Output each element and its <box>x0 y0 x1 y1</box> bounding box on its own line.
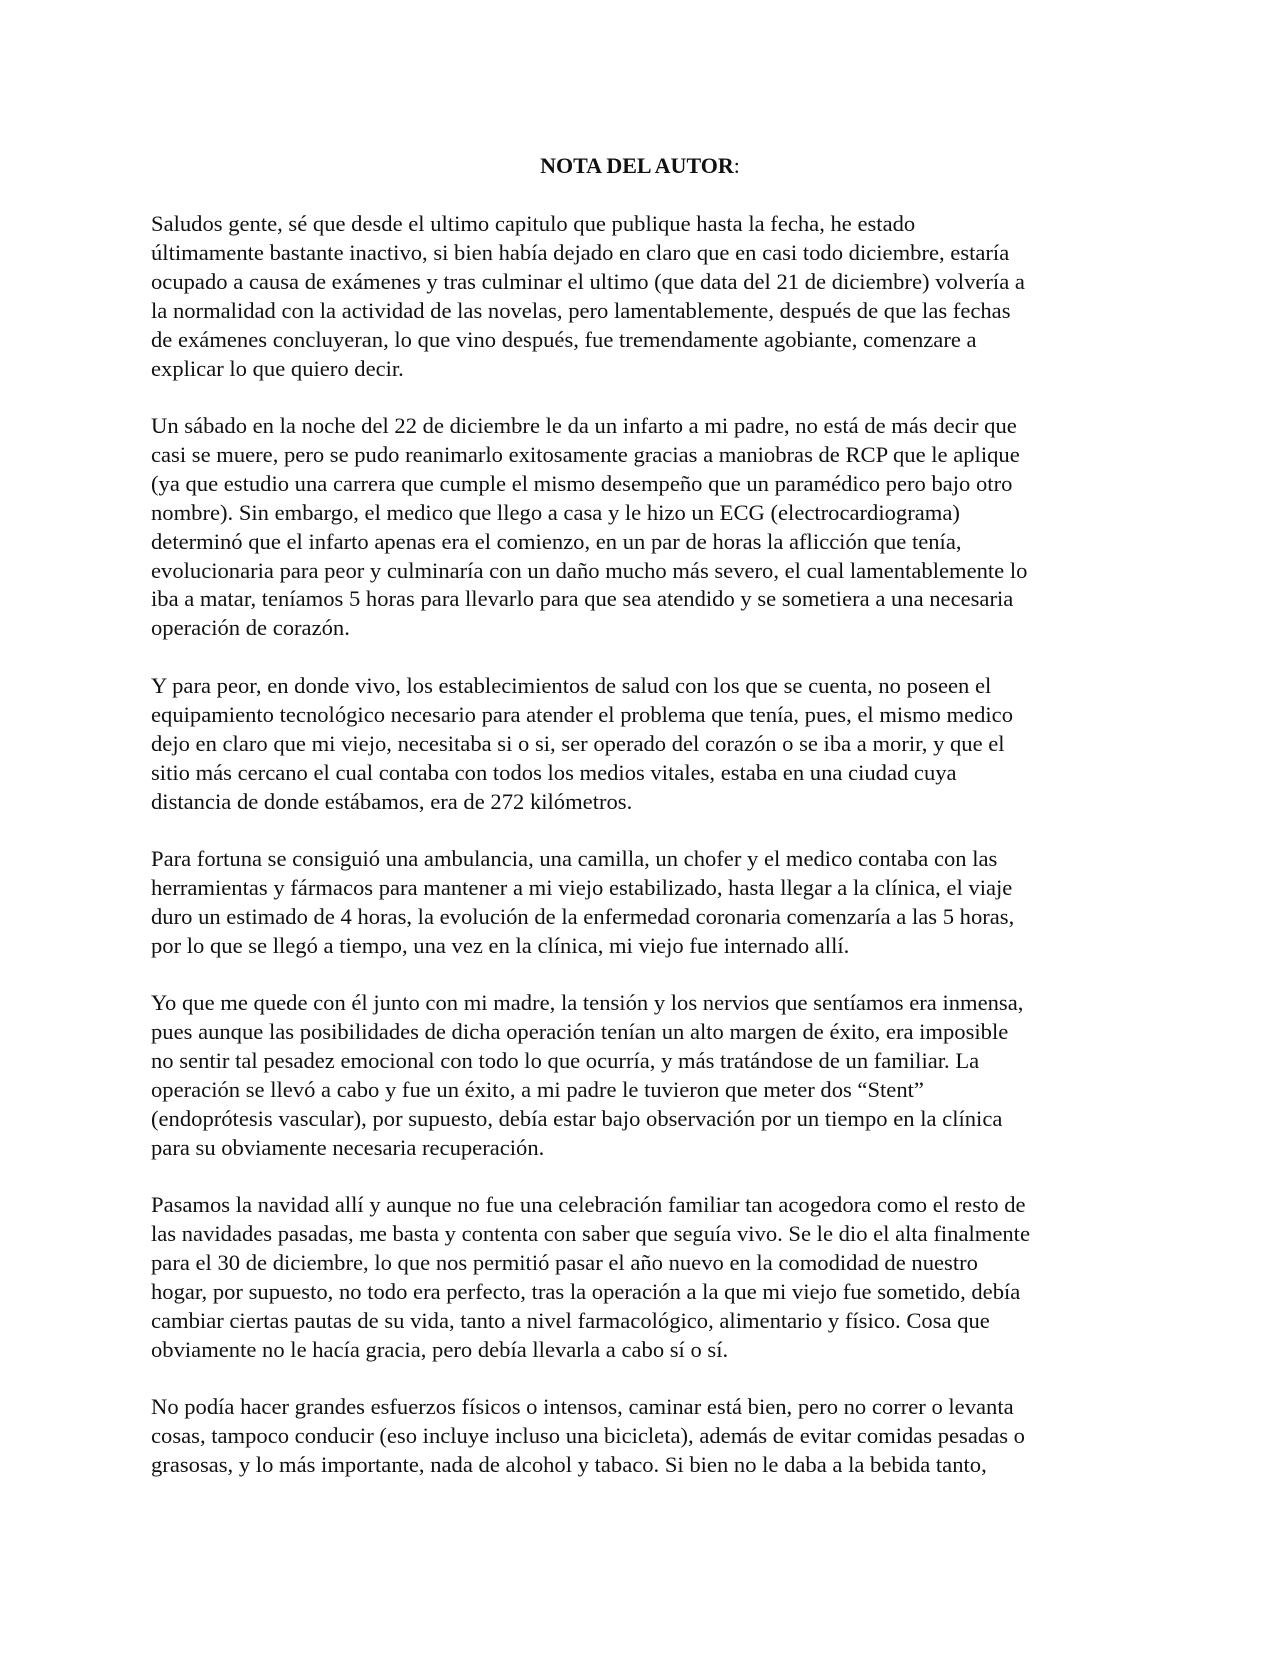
paragraph-4 <box>151 845 1135 961</box>
paragraph-3 <box>151 672 1135 817</box>
text-line: pues aunque las posibilidades de dicha operación tenían un alto margen de éxito, era imposible <box>151 1019 1009 1045</box>
text-line: de exámenes concluyeran, lo que vino después, fue tremendamente agobiante, comenzare a <box>151 326 977 352</box>
text-line: distancia de donde estábamos, era de 272 kilómetros. <box>151 788 633 814</box>
text-line: herramientas y fármacos para mantener a mi viejo estabilizado, hasta llegar a la clínica, el viaje <box>151 874 1013 900</box>
text-line: Yo que me quede con él junto con mi madre, la tensión y los nervios que sentíamos era inmensa, <box>151 990 1024 1016</box>
text-line: obviamente no le hacía gracia, pero debía llevarla a cabo sí o sí. <box>151 1336 729 1362</box>
text-line: para su obviamente necesaria recuperación. <box>151 1134 545 1160</box>
document-body <box>151 210 1135 1509</box>
text-line: explicar lo que quiero decir. <box>151 355 404 381</box>
text-line: últimamente bastante inactivo, si bien había dejado en claro que en casi todo diciembre, estaría <box>151 239 1010 265</box>
text-line: cosas, tampoco conducir (eso incluye incluso una bicicleta), además de evitar comidas pesadas o <box>151 1423 1025 1449</box>
text-line: iba a matar, teníamos 5 horas para llevarlo para que sea atendido y se sometiera a una necesaria <box>151 586 1014 612</box>
text-line: operación se llevó a cabo y fue un éxito, a mi padre le tuvieron que meter dos “Stent” <box>151 1076 924 1102</box>
text-line: Para fortuna se consiguió una ambulancia, una camilla, un chofer y el medico contaba con las <box>151 846 998 871</box>
text-line: las navidades pasadas, me basta y contenta con saber que seguía vivo. Se le dio el alta finalmente <box>151 1221 1030 1247</box>
text-line: Un sábado en la noche del 22 de diciembre le da un infarto a mi padre, no está de más decir que <box>151 413 1017 439</box>
text-line: (ya que estudio una carrera que cumple el mismo desempeño que un paramédico pero bajo otro <box>151 470 1013 496</box>
text-line: determinó que el infarto apenas era el comienzo, en un par de horas la aflicción que tenía, <box>151 528 962 554</box>
text-line: (endoprótesis vascular), por supuesto, debía estar bajo observación por un tiempo en la clínica <box>151 1105 1003 1131</box>
text-line: No podía hacer grandes esfuerzos físicos o intensos, caminar está bien, pero no correr o levanta <box>151 1394 1014 1420</box>
page-title <box>0 152 1280 180</box>
paragraph-6 <box>151 1191 1135 1364</box>
paragraph-2 <box>151 412 1135 643</box>
text-line: para el 30 de diciembre, lo que nos permitió pasar el año nuevo en la comodidad de nuestro <box>151 1250 978 1276</box>
text-line: nombre). Sin embargo, el medico que llego a casa y le hizo un ECG (electrocardiograma) <box>151 499 960 525</box>
title-text: NOTA DEL AUTOR <box>540 153 734 178</box>
text-line: sitio más cercano el cual contaba con todos los medios vitales, estaba en una ciudad cuya <box>151 759 957 785</box>
text-line: duro un estimado de 4 horas, la evolución de la enfermedad coronaria comenzaría a las 5 horas, <box>151 903 1015 929</box>
text-line: grasosas, y lo más importante, nada de alcohol y tabaco. Si bien no le daba a la bebida tanto, <box>151 1452 987 1478</box>
text-line: Saludos gente, sé que desde el ultimo capitulo que publique hasta la fecha, he estado <box>151 211 916 236</box>
text-line: cambiar ciertas pautas de su vida, tanto a nivel farmacológico, alimentario y físico. Cosa que <box>151 1307 990 1333</box>
text-line: equipamiento tecnológico necesario para atender el problema que tenía, pues, el mismo medico <box>151 701 1014 727</box>
paragraph-1 <box>151 210 1135 383</box>
text-line: Pasamos la navidad allí y aunque no fue una celebración familiar tan acogedora como el resto de <box>151 1192 1026 1218</box>
paragraph-5 <box>151 989 1135 1162</box>
text-line: ocupado a causa de exámenes y tras culminar el ultimo (que data del 21 de diciembre) volvería a <box>151 268 1025 294</box>
text-line: la normalidad con la actividad de las novelas, pero lamentablemente, después de que las fechas <box>151 297 1011 323</box>
paragraph-7 <box>151 1393 1135 1480</box>
text-line: hogar, por supuesto, no todo era perfecto, tras la operación a la que mi viejo fue sometido, debía <box>151 1278 1021 1304</box>
text-line: evolucionaria para peor y culminaría con un daño mucho más severo, el cual lamentablemente lo <box>151 557 1028 583</box>
text-line: casi se muere, pero se pudo reanimarlo exitosamente gracias a maniobras de RCP que le aplique <box>151 441 1020 467</box>
text-line: operación de corazón. <box>151 615 350 641</box>
text-line: dejo en claro que mi viejo, necesitaba si o si, ser operado del corazón o se iba a morir, y que el <box>151 730 1005 756</box>
title-colon: : <box>733 153 740 178</box>
text-line: por lo que se llegó a tiempo, una vez en la clínica, mi viejo fue internado allí. <box>151 932 850 958</box>
text-line: Y para peor, en donde vivo, los establecimientos de salud con los que se cuenta, no poseen el <box>151 672 992 698</box>
text-line: no sentir tal pesadez emocional con todo lo que ocurría, y más tratándose de un familiar. La <box>151 1048 980 1074</box>
